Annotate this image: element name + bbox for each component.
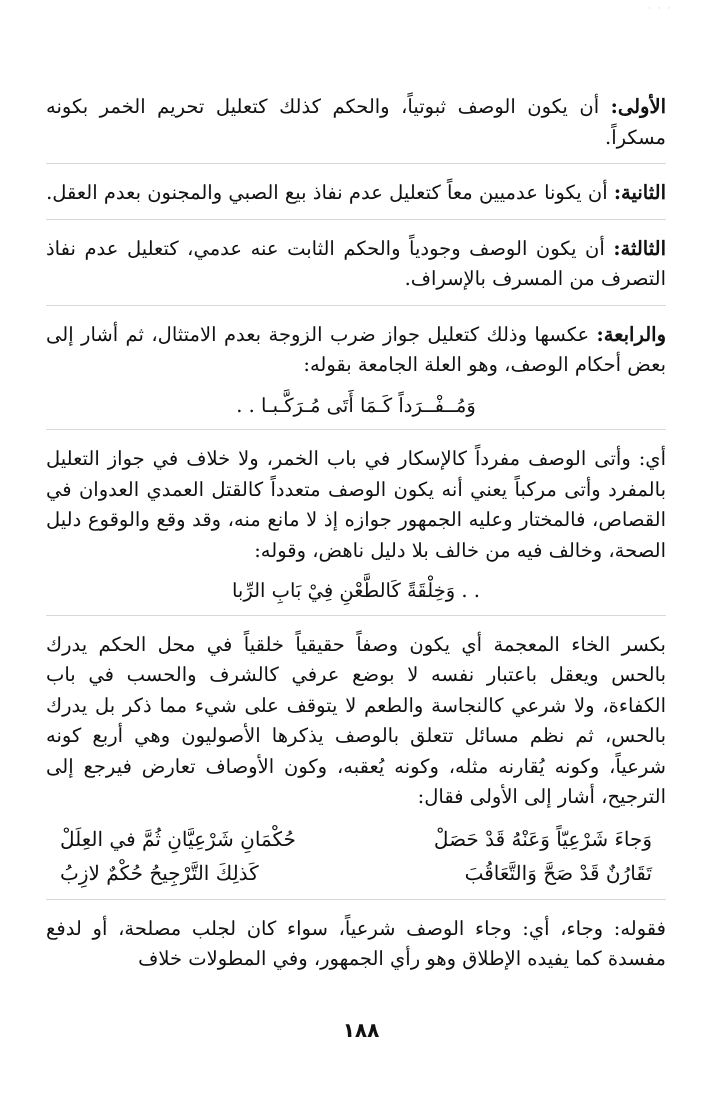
paragraph-explanation-3: فقوله: وجاء، أي: وجاء الوصف شرعياً، سواء كان لجلب مصلحة، أو لدفع مفسدة كما يفيده الإطلاق وهو رأي الجمهور، وفي المطولات خلاف <box>46 916 666 970</box>
verse-mufrad: وَمُــفْــرَداً كَـمَا أَتَى مُـرَكَّـبـا . . <box>236 393 476 417</box>
page-number: ١٨٨ <box>342 1018 380 1042</box>
label-fourth: والرابعة: <box>596 322 666 346</box>
verse-khilqa: . . وَخِلْقَةً كَالطَّعْنِ فِيْ بَابِ الرِّبا <box>231 579 481 602</box>
paragraph-first <box>46 92 666 153</box>
verse-line-1-right: وَجاءَ شَرْعِيّاً وَعَنْهُ قَدْ حَصَلْ <box>433 826 652 851</box>
paragraph-fourth <box>46 320 666 381</box>
divider <box>46 305 666 306</box>
divider <box>46 219 666 220</box>
page-body <box>46 92 666 985</box>
divider <box>46 899 666 900</box>
verse-line-2 <box>60 857 652 889</box>
verse-line-1 <box>60 823 652 855</box>
divider <box>46 615 666 616</box>
divider <box>46 163 666 164</box>
paragraph-explanation-1: أي: وأتى الوصف مفرداً كالإسكار في باب الخمر، ولا خلاف في جواز التعليل بالمفرد وأتى مركباً يعني أنه يكون الوصف متعدداً كالقتل العمدي العدوان في القصاص، فالمختار وعليه الجمهور جوازه إذ لا مانع منه، وقد وقع والوقوع دليل الصحة، وخالف فيه من خالف بلا دليل ناهض، وقوله: <box>46 447 666 562</box>
text-fourth: عكسها وذلك كتعليل جواز ضرب الزوجة بعدم الامتثال، ثم أشار إلى بعض أحكام الوصف، وهو العلة الجامعة بقوله: <box>46 322 666 376</box>
label-second: الثانية: <box>613 181 666 204</box>
divider <box>46 429 666 430</box>
verse-line-2-left: كَذلِكَ التَّرْجِيحُ حُكْمٌ لازِبُ <box>60 860 259 885</box>
text-first: أن يكون الوصف ثبوتياً، والحكم كذلك كتعليل تحريم الخمر بكونه مسكراً. <box>46 95 666 149</box>
paragraph-explanation-2: بكسر الخاء المعجمة أي يكون وصفاً حقيقياً خلقياً في محل الحكم يدرك بالحس ويعقل باعتبار نفسه لا بوضع عرفي كالشرف والحسب في باب الكفاءة، ولا شرعي كالنجاسة والطعم لا يتوقف على شيء مما ذكر بل يدرك بالحس، ثم نظم مسائل تتعلق بالوصف يذكرها الأصوليون وهي أربع كونه شرعياً، وكونه يُقارنه مثله، وكونه يُعقبه، وكون الأوصاف تعارض فيرجع إلى الترجيح، أشار إلى الأولى فقال: <box>46 632 666 808</box>
verse-couplets <box>46 823 666 889</box>
verse-line-1-left: حُكْمَانِ شَرْعِيَّانِ ثُمَّ في العِلَلْ <box>60 826 296 851</box>
corner-speck: · · · <box>648 4 673 14</box>
paragraph-third <box>46 234 666 295</box>
label-first: الأولى: <box>610 95 666 118</box>
text-second: أن يكونا عدميين معاً كتعليل عدم نفاذ بيع الصبي والمجنون بعدم العقل. <box>46 181 614 204</box>
label-third: الثالثة: <box>613 236 666 260</box>
text-third: أن يكون الوصف وجودياً والحكم الثابت عنه عدمي، كتعليل عدم نفاذ التصرف من المسرف بالإسراف. <box>46 236 666 290</box>
paragraph-second <box>46 178 666 209</box>
verse-line-2-right: تَقَارُنٌ قَدْ صَحَّ وَالتَّعَاقُبَ <box>464 860 652 885</box>
